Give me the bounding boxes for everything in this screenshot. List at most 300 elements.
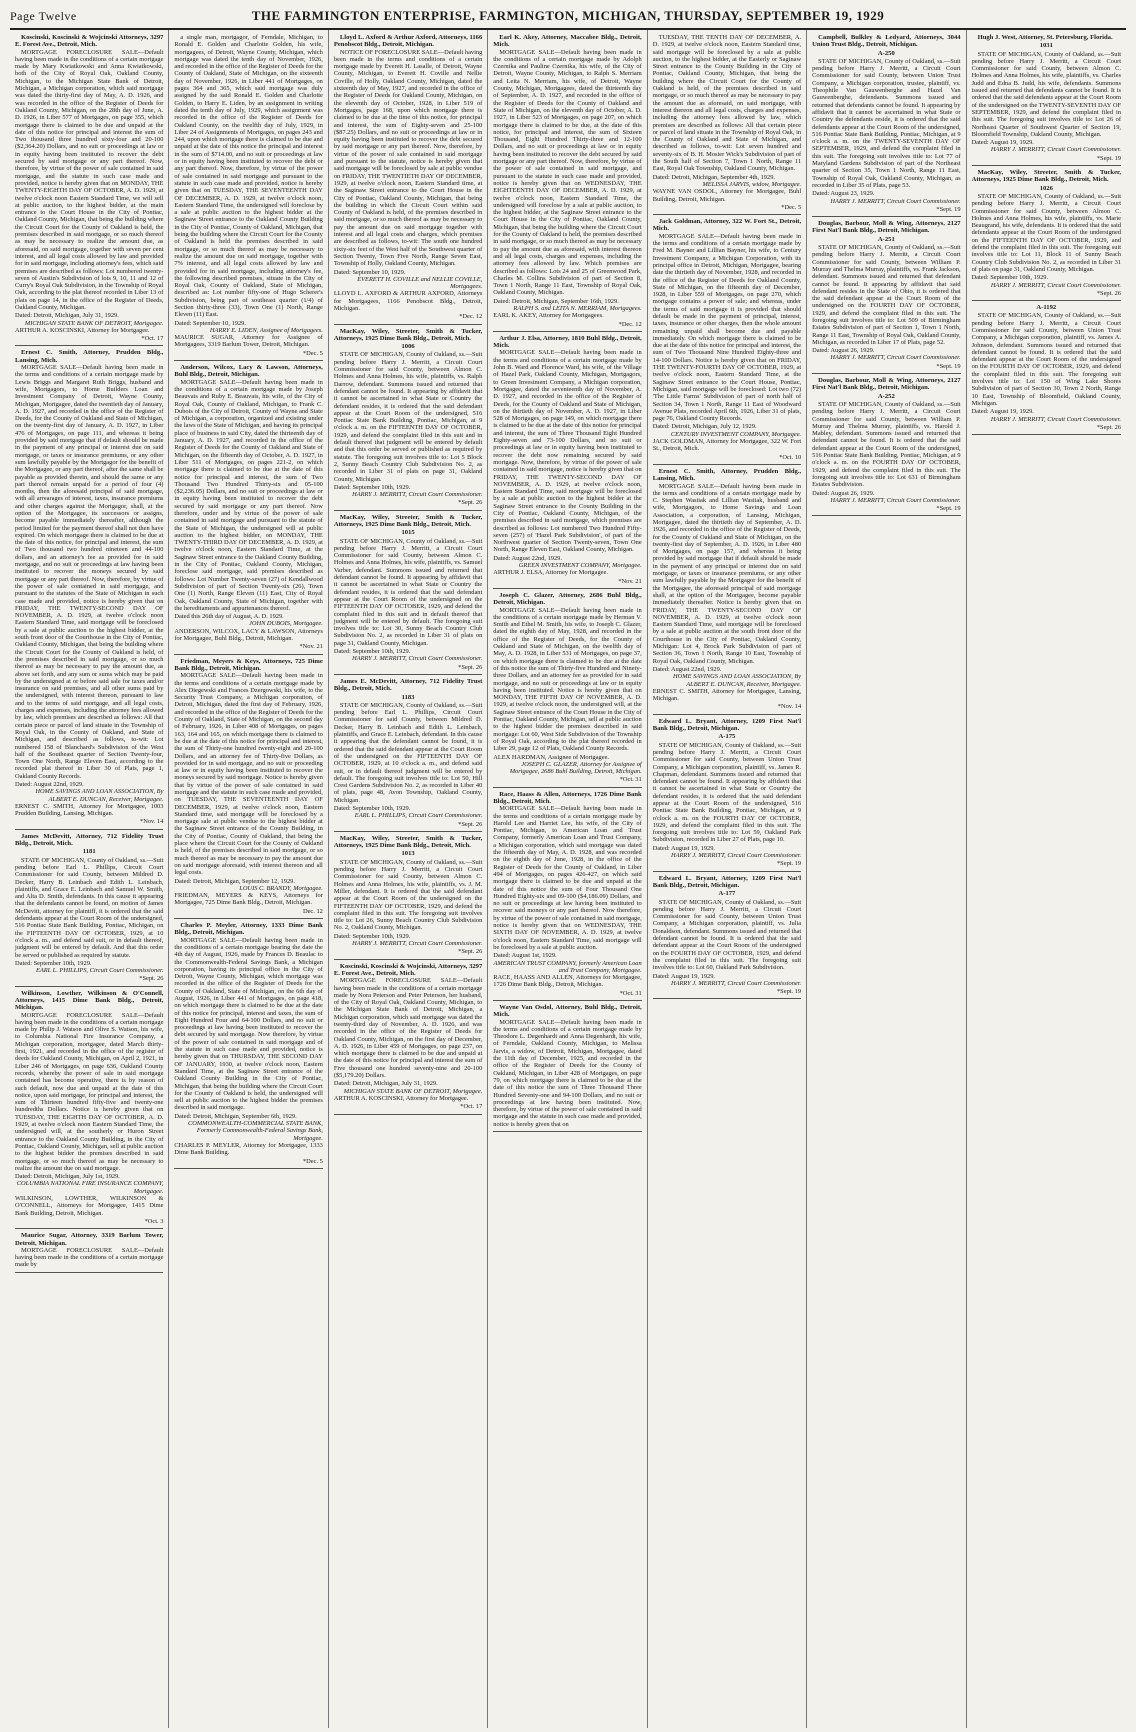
signature-line: Dated: September 10th, 1929. (15, 959, 92, 967)
signature-line: HARRY J. MERRITT, Circuit Court Commissioner. (670, 852, 802, 860)
legal-notice (15, 349, 163, 825)
signature-line: Dated: August 22nd, 1929. (15, 780, 84, 788)
publication-date: *Sept. 19 (776, 988, 802, 996)
signature-line: Dated: Detroit, Michigan, July 31, 1929. (333, 1080, 438, 1088)
notice-footer (493, 990, 641, 997)
publication-date: *Oct. 31 (619, 776, 642, 784)
notice-body: STATE OF MICHIGAN, County of Oakland, ss.—Suit pending before Harry J. Merritt, a Circuit Court Commissioner for said County, between Almon C. Holmes and Anna Holmes, his wife, plaintiffs, vs. Marie Beaugrand, his wife, defendants. It is ordered that the said defendants appear at the Court Room of the undersigned on the FIFTEENTH DAY OF OCTOBER, 1929, and defend the complaint filed in this suit. The foregoing suit involves title to: Lot 11, Block 11 of Sunny Beach Country Club Subdivision No. 2, as recorded in Liber 31 of plats on page 31, Oakland County, Michigan. (971, 192, 1121, 273)
notice-divider (15, 345, 163, 346)
notice-divider (334, 831, 482, 832)
notice-heading: Arthur J. Elsa, Attorney, 1810 Buhl Bldg., Detroit, Mich. (493, 334, 642, 350)
signature-line: ERNEST C. SMITH, Attorney for Mortgagee, Lansing, Michigan. (652, 687, 802, 703)
notice-signature (334, 1080, 482, 1102)
notice-body: STATE OF MICHIGAN, County of Oakland, ss.—Suit pending before Harry J. Merritt, a Circuit Court Commissioner for said County, between Union Trust Company, a Michigan corporation, plaintiff, vs. Julia Donaldson, defendant. Summons issued and returned that defendant cannot be found. It is ordered that the said defendant appear at the Court Room of the undersigned on the FOURTH DAY OF OCTOBER, 1929, and defend the complaint filed in this suit. The foregoing suit involves title to: Lot 60, Oakland Park Subdivision. (652, 898, 802, 972)
signature-line: Dated: September 10th, 1929. (333, 804, 411, 812)
notice-signature (812, 190, 960, 205)
legal-notice (174, 658, 322, 915)
notice-heading: Hugh J. West, Attorney, St. Petersburg, Florida. (977, 34, 1113, 41)
notice-heading: Douglas, Barbour, Moll & Wing, Attorneys, 2127 First Nat'l Bank Bldg., Detroit, Michigan. (812, 377, 961, 392)
notice-signature (334, 269, 482, 313)
signature-line: Dated: Detroit, Michigan, July 31, 1929. (15, 312, 119, 320)
notice-divider (653, 464, 801, 465)
notice-case-number: 1181 (82, 848, 96, 856)
notice-body: MORTGAGE SALE—Default having been made in the terms and conditions of a certain mortgage made by Theodore L. Degenhardt and Anna Degenhardt, his wife, of Ferndale, Oakland County, Michigan, to Melissa Jarvis, a widow, of Detroit, Michigan, Mortgagee, dated the 11th day of December, 1925, and recorded in the office of the Register of Deeds for the County of Oakland, Michigan, in Liber 428 of Mortgages, on page 79, on which mortgage there is claimed to be due at the date of this notice the sum of Three Thousand Three Hundred Seventy-one and 94-100 Dollars, and no suit or proceedings at law having been instituted. Now, therefore, by virtue of the power of sale contained in said mortgage and the statute in such case made and provided, notice is hereby given that on (493, 1018, 642, 1128)
signature-line: HARRY J. MERRITT, Circuit Court Commissioner. (830, 197, 961, 205)
signature-line: Dated: Detroit, Michigan, September 4th, 1929. (652, 173, 775, 181)
notice-heading: MacKay, Wiley, Streeter, Smith & Tucker, Attorneys, 1925 Dime Bank Bldg., Detroit, Mich. (333, 327, 483, 342)
signature-line: Dated: September 10th, 1929. (971, 274, 1049, 282)
notice-footer (334, 821, 482, 828)
notice-heading: Ernest C. Smith, Attorney, Prudden Bldg., Lansing, Mich. (652, 467, 802, 483)
column-6 (807, 30, 966, 1728)
publication-date: *Sept. 19 (936, 205, 961, 213)
publication-date: *Nov. 14 (777, 703, 802, 711)
notice-divider (653, 871, 801, 872)
notice-case-number: A-251 (877, 235, 895, 243)
notice-divider (812, 515, 960, 516)
notice-divider (174, 1168, 322, 1169)
notice-divider (972, 165, 1121, 166)
publication-date: *Sept. 26 (139, 975, 164, 983)
publication-date: *Sept. 26 (1096, 289, 1121, 297)
notice-divider (493, 588, 641, 589)
legal-notice (334, 514, 482, 671)
notice-footer (334, 948, 482, 955)
notice-heading: MacKay, Wiley, Streeter, Smith & Tucker, Attorneys, 1925 Dime Bank Bldg., Detroit, Mich. (333, 513, 483, 528)
notice-signature (653, 666, 801, 702)
signature-line: CENTURY INVESTMENT COMPANY, Mortgagee. (670, 430, 802, 438)
notice-footer (653, 703, 801, 710)
notice-divider (653, 998, 801, 999)
notice-body: a single man, mortgagor, of Ferndale, Michigan, to Ronald E. Golden and Charlotte Golden, his wife, mortgagees, of Detroit, Wayne County, Michigan, which mortgage was dated the tenth day of November, 1926, and recorded in the office of the Register of Deeds for the County of Oakland, State of Michigan, on the sixteenth day of November, 1926, in Liber 441 of Mortgages, on pages 364 and 365, which said mortgage was duly assigned by the said Ronald E. Golden and Charlotte Golden, to Harry E. Liden, by an assignment in writing dated the tenth day of July, 1929, which assignment was recorded in the office of the Register of Deeds for Oakland County, on the twelfth day of July, 1929, in Liber 24 of Assignments of Mortgages, on pages 243 and 244, upon which mortgage there is claimed to be due and unpaid at the date of this notice the principal and interest in the sum of $714.00, and no suit or proceedings at law or in equity having been instituted to recover the debt or any part thereof. Now, therefore, by virtue of the power of sale contained in said mortgage and pursuant to the statute in such case made and provided, notice is hereby given that on TUESDAY, THE SEVENTEENTH DAY OF DECEMBER, A. D. 1929, at twelve o'clock noon, Eastern Standard Time, the undersigned will foreclose by a sale at public auction to the highest bidder at the Saginaw Street entrance to the Oakland County Building in the City of Pontiac, County of Oakland, Michigan, that being the building where the Circuit Court for the County of Oakland is held the premises described in said mortgage, or so much thereof as may be necessary to realize the amount due on said mortgage, together with 7% interest, and all legal costs allowed by law and provided for in said mortgage, including attorney's fee, the following described premises, situate in the City of Royal Oak, County of Oakland, State of Michigan, described as: Lot number fifty-one of Hugo Scherer's Subdivision, being part of southeast quarter (1/4) of Section thirty-three (33), Town One (1) North, Range Eleven (11) East. (174, 34, 323, 319)
notice-body: NOTICE OF FORECLOSURE SALE—Default having been made in the terms and conditions of a certain mortgage made by Everett H. Lasalle, of Detroit, Wayne County, Michigan, to Everett H. Coville and Nellie Coville, of Holly, Oakland County, Michigan, dated the sixteenth day of May, 1927, and recorded in the office of the Register of Deeds for Oakland County, Michigan, on the eleventh day of October, 1928, in Liber 519 of Mortgages, page 168, upon which mortgage there is claimed to be due at the time of this notice, for principal and interest, the sum of Eighty-seven and 25-100 ($87.25) Dollars, and no suit or proceedings at law or in equity having been instituted to recover the debt secured by said mortgage or any part thereof. Now, therefore, by virtue of the power of sale contained in said mortgage and pursuant to the statute, notice is hereby given that said mortgage will be foreclosed by sale at public vendue on FRIDAY, THE TWENTIETH DAY OF DECEMBER, 1929, at twelve o'clock noon, Eastern Standard time, at the Saginaw Street entrance to the Court House in the City of Pontiac, Oakland County, Michigan, that being the building in which the Circuit Court within said County of Oakland is held, of the premises described in said mortgage, or so much thereof as may be necessary to pay the amount due on said mortgage together with interest and all legal costs and charges, which premises are described as follows, to-wit: The south one hundred sixty-six feet of the West half of the Southwest quarter of Section Twenty, Town Five North, Range Seven East, Township of Holly, Oakland County, Michigan. (333, 48, 483, 268)
signature-line: Dated: August 1st, 1929. (493, 952, 557, 960)
notice-heading: Edward L. Bryant, Attorney, 1209 First Nat'l Bank Bldg., Detroit, Michigan. (652, 717, 802, 733)
signature-line: EARL L. PHILLIPS, Circuit Court Commissioner. (354, 812, 483, 820)
notice-signature (972, 408, 1121, 423)
notice-divider (334, 959, 482, 960)
publication-date: *Oct. 3 (144, 1217, 164, 1225)
notice-signature (334, 648, 482, 663)
notice-heading: Friedman, Meyers & Keys, Attorneys, 725 Dime Bank Bldg., Detroit, Michigan. (174, 657, 323, 672)
signature-line: HARRY J. MERRITT, Circuit Court Commissioner. (990, 415, 1121, 423)
legal-notice (653, 218, 801, 461)
notice-heading: Koscinski, Koscinski & Wojcinski, Attorneys, 3297 E. Forest Ave., Detroit, Mich. (333, 962, 483, 977)
notice-footer (812, 206, 960, 213)
notice-signature (653, 973, 801, 988)
notice-signature (972, 139, 1121, 154)
signature-line: Dated: September 10, 1929. (333, 268, 406, 276)
notice-footer (653, 860, 801, 867)
signature-line: Dated: Detroit, Michigan, September 16th, 1929. (493, 297, 619, 305)
signature-line: ARTHUR A. KOSCINSKI, Attorney for Mortgagee. (15, 326, 150, 334)
notice-footer (174, 1158, 322, 1165)
publication-date: *Sept. 19 (776, 860, 802, 868)
legal-notice (174, 364, 322, 651)
signature-line: HARRY J. MERRITT, Circuit Court Commissioner. (990, 146, 1121, 154)
legal-notice (812, 34, 960, 213)
notice-signature (15, 960, 163, 975)
publication-date: *Sept. 19 (936, 362, 961, 370)
signature-line: WILKINSON, LOWTHER, WILKINSON & O'CONNELL, Attorneys for Mortgagee, 1415 Dime Bank Building, Detroit, Michigan. (15, 1195, 164, 1217)
signature-line: MAURICE SUGAR, Attorney for Assignee of Mortgagees, 3319 Barlum Tower, Detroit, Michigan. (174, 334, 323, 349)
notice-divider (493, 331, 641, 332)
publication-date: *Sept. 26 (458, 499, 483, 507)
notice-footer (972, 424, 1121, 431)
signature-line: Dated: August 26, 1929. (812, 347, 875, 355)
legal-notice (493, 592, 641, 784)
signature-line: HARRY J. MERRITT, Circuit Court Commissioner. (830, 354, 961, 362)
notice-body: STATE OF MICHIGAN, County of Oakland, ss.—Suit pending before Harry J. Merritt, a Circuit Court Commissioner for said County, between Union Trust Company, a Michigan corporation, plaintiff, vs. James A. Johnson, defendant. Summons issued and returned that defendant cannot be found. It is ordered that the said defendant appear at the Court Room of the undersigned on the FOURTH DAY OF OCTOBER, 1929, and defend the complaint filed in this suit. The foregoing suit involves title to: Lot 150 of Wing Lake Shores Subdivision of part of Section 30, Town 2 North, Range 10 East, Township of Bloomfield, Oakland County, Michigan. (971, 312, 1121, 407)
notice-body: MORTGAGE SALE—Default having been made in the terms and conditions of a certain mortgage made by John B. Ward and Florence Ward, his wife, of the Village of Hazel Park, Oakland County, Michigan, Mortgagors, to Green Investment Company, a Michigan corporation, Mortgagee, dated the seventeenth day of November, A. D. 1927, and recorded in the office of the Register of Deeds, for the County of Oakland and State of Michigan, on the thirtieth day of November, A. D. 1927, in Liber 528 of Mortgages, on page 149, on which mortgage there is claimed to be due at the date of this notice for principal and interest, the sum of Three Thousand Eight Hundred Eighty-seven and 73-100 Dollars, and no suit or proceedings at law or in equity having been instituted to recover the debt now remaining secured by said mortgage. Now, therefore, by virtue of the power of sale contained in said mortgage, notice is hereby given that on FRIDAY, THE TWENTY-SECOND DAY OF NOVEMBER, A. D. 1929, at twelve o'clock noon, Eastern Standard Time, said mortgage will be foreclosed by a sale at public auction to the highest bidder at the Saginaw Street entrance to the County Building in the City of Pontiac, Oakland County, Michigan, of the premises described in said mortgage, which premises are described as follows: Lot numbered Two Hundred Fifty-seven (257) of 'Hazel Park Subdivision', of part of the Northwest quarter of Section Twenty-seven, Town One North, Range Eleven East, Oakland County, Michigan. (493, 349, 642, 554)
legal-notice (334, 963, 482, 1111)
signature-line: Dated: August 22nd, 1929. (493, 554, 562, 562)
signature-line: HOME SAVINGS AND LOAN ASSOCIATION, By ALBERT E. DUNCAN, Receiver, Mortgagee. (673, 673, 802, 688)
legal-notice (653, 875, 801, 996)
notice-footer (334, 664, 482, 671)
notice-case-number: 1015 (401, 529, 415, 537)
publication-date: *Oct. 17 (141, 335, 164, 343)
notice-signature (174, 878, 322, 907)
signature-line: HARRY J. MERRITT, Circuit Court Commissioner. (352, 655, 483, 663)
notice-footer (174, 643, 322, 650)
notice-heading: James McDevitt, Attorney, 712 Fidelity Trust Bldg., Detroit, Mich. (15, 832, 164, 848)
signature-line: MICHIGAN STATE BANK OF DETROIT, Mortgagee. (343, 1087, 483, 1095)
notice-divider (812, 373, 960, 374)
publication-date: *Dec. 12 (459, 313, 483, 321)
masthead (10, 6, 1126, 30)
notice-case-number: 1006 (401, 343, 415, 351)
notice-body: STATE OF MICHIGAN, County of Oakland, ss.—Suit pending before Harry J. Merritt, a Circuit Court Commissioner for said County, between Almon C. Holmes and Anna Holmes, his wife, plaintiffs, vs. Ralph Darrow, defendant. Summons issued and returned that defendant cannot be found. It appearing by affidavit that it cannot be ascertained in what State or Country the defendant resides, it is ordered that the said defendant appear at the Court Room of the undersigned, 516 Pontiac State Bank Building, Pontiac, Michigan, at 9 o'clock a. m. on the FIFTEENTH DAY OF OCTOBER, 1929, and defend the complaint filed in this suit and in default thereof that judgment will be entered by default and that this order be served or published as required by statute. The foregoing suit involves title to: Lot 5 Block 2, Sunny Beach Country Club Subdivision No. 2, as recorded in Liber 31 of plats on page 31, Oakland County, Michigan. (333, 351, 483, 483)
signature-line: ALEX HARDMAN, Assignee of Mortgagee. (493, 753, 610, 761)
signature-line: EARL L. PHILLIPS, Circuit Court Commissioner. (35, 967, 164, 975)
notice-signature (493, 754, 641, 776)
legal-notice (493, 1004, 641, 1128)
notice-signature (493, 555, 641, 577)
notice-footer (334, 499, 482, 506)
signature-line: EARL K. AKEY, Attorney for Mortgagees. (493, 312, 604, 320)
legal-notice (653, 718, 801, 868)
notice-case-number: A-1192 (1036, 304, 1057, 312)
signature-line: FRIEDMAN, MEYERS & KEYS, Attorneys for Mortgagee, 725 Dime Bank Bldg., Detroit, Michigan. (174, 892, 323, 907)
notice-case-number: 1183 (401, 693, 415, 701)
notice-signature (653, 845, 801, 860)
notice-footer (812, 505, 960, 512)
notice-body: MORTGAGE SALE—Default having been made in the terms and conditions of a certain mortgage made by Lewis Briggs and Margaret Ruth Briggs, husband and wife, Mortgagors, to Home Builders Loan and Investment Company of Detroit, Wayne County, Michigan, Mortgagee, dated the twentieth day of January, A. D. 1927, and recorded in the office of the Register of Deeds, for the County of Oakland and State of Michigan, on the twenty-first day of January, A. D. 1927, in Liber 476 of Mortgages, on page 111, and whereas it being provided by said mortgage that if default should be made in the payment of any principal or interest due on said mortgage, or taxes or insurance premiums, or any other sum lawfully payable by the Mortgagor for the benefit of the Mortgagee, or any part thereof, after the same shall be payable as provided therein, and should the same or any part thereof remain unpaid for a period of four (4) months, then the aforesaid principal of said mortgage, with all arrearages of interest, taxes, insurance premiums and other charges against the Mortgagor, shall, at the option of the Mortgagee, its successors or assigns, become payable immediately thereafter, although the period limited for the payment thereof shall not then have expired. On which mortgage there is claimed to be due at the date of this notice, for principal and interest, the sum of Two thousand two hundred nineteen and 44-100 dollars, and an attorney's fee as provided for in said mortgage, and no suit or proceedings at law having been instituted to recover the moneys secured by said mortgage or any part thereof. Now, therefore, by virtue of the power of sale contained in said mortgage, and pursuant to the statutes of the State of Michigan in such case made and provided, notice is hereby given that on FRIDAY, THE TWENTY-SECOND DAY OF NOVEMBER, A. D. 1929, at twelve o'clock noon Eastern Standard Time, said mortgage will be foreclosed by a sale at public auction to the highest bidder, at the south front door of the Courthouse in the City of Pontiac, Oakland County, Michigan, that being the building where the Circuit Court for the County of Oakland is held, of the premises described in said mortgage, or so much thereof as may be necessary to pay the amount due, as above set forth, and any sum or sums which may be paid by the undersigned at or before said sale for taxes and/or insurance on said premises, and all other sums paid by the undersigned, with interest thereon, pursuant to law and to the terms of said mortgage, and all legal costs, charges and expenses, including the attorney fees allowed by law, which premises are described as follows: All that certain piece or parcel of land situate in the Township of Royal Oak, in the County of Oakland, and State of Michigan, and described as follows, to-wit: Lot numbered 158 of Blanchard's Subdivision of the West half of the Southeast quarter of Section Twenty-four, Town One North, Range Eleven East, according to the recorded plat thereof in Liber 30 of Plats, page 1, Oakland County Records. (15, 364, 164, 780)
notice-footer (493, 776, 641, 783)
notice-divider (15, 1272, 163, 1273)
notice-footer (972, 290, 1121, 297)
signature-line: JACK GOLDMAN, Attorney for Mortgagee, 322 W. Fort St., Detroit, Mich. (652, 438, 802, 453)
signature-line: Dated: Detroit, Michigan, July 1st, 1929. (15, 1173, 120, 1181)
notice-heading: James E. McDevitt, Attorney, 712 Fidelity Trust Bldg., Detroit, Mich. (333, 677, 483, 693)
notice-footer (174, 350, 322, 357)
notice-signature (174, 613, 322, 642)
notice-body: STATE OF MICHIGAN, County of Oakland, ss.—Suit pending before Harry J. Merritt, a Circuit Court Commissioner for said County, between Union Trust Company, a Michigan corporation, trustee, plaintiff, vs. Theophile Van Gauwenberghe and Hazel Van Gauwenberghe, defendants. Summons issued and returned that defendants cannot be found. It appearing by affidavit that it cannot be ascertained in what State or Country the defendants reside, it is ordered that the said defendants appear at the Court Room of the undersigned, 516 Pontiac State Bank Building, Pontiac, Michigan, at 9 o'clock a. m. on the TWENTY-SEVENTH DAY OF SEPTEMBER, 1929, and defend the complaint filed in this suit. The foregoing suit involves title to: Lot 77 of Maryland Gardens Subdivision of part of the Northeast quarter of Section 35, Town 1 North, Range 11 East, Township of Royal Oak, Oakland County, Michigan, as recorded in Liber 35 of Plats, page 53. (812, 57, 961, 189)
notice-footer (972, 155, 1121, 162)
signature-line: Dated: August 23, 1929. (812, 190, 875, 198)
notice-heading: Jack Goldman, Attorney, 322 W. Fort St., Detroit, Mich. (652, 218, 802, 233)
notice-divider (653, 714, 801, 715)
legal-notice (653, 34, 801, 211)
signature-line: Dated: August 26, 1929. (812, 489, 875, 497)
notice-divider (972, 300, 1121, 301)
notice-footer (493, 321, 641, 328)
legal-notice (653, 468, 801, 711)
notice-body: STATE OF MICHIGAN, County of Oakland, ss.—Suit pending before Harry J. Merritt, a Circuit Court Commissioner for said County, between Union Trust Company, a Michigan corporation, plaintiff, vs. James R. Chapman, defendant. Summons issued and returned that defendant cannot be found. It appearing by affidavit that it cannot be ascertained in what State or Country the defendant resides, it is ordered that the said defendant appear at the Court Room of the undersigned, 516 Pontiac State Bank Building, Pontiac, Michigan, at 9 o'clock a. m. on the FOURTH DAY OF OCTOBER, 1929, and defend the complaint filed in this suit. The foregoing suit involves title to: Lot 59, Oakland Park Subdivision, recorded in Liber 27 of Plats, page 10. (652, 741, 802, 844)
legal-notice (334, 835, 482, 956)
legal-notice (15, 34, 163, 342)
notice-body: MORTGAGE SALE—Default having been made in the conditions of a certain mortgage made by Joseph Beauvais and Ruby E. Beauvais, his wife, of the City of Royal Oak, County of Oakland, Michigan, to Frank C. Dubois of the City of Detroit, County of Wayne and State of Michigan, a corporation, organized and existing under the laws of the State of Michigan, and having its principal place of business in said City, dated the thirteenth day of January, A. D. 1927, and recorded in the office of the Register of Deeds for the County of Oakland and State of Michigan, on the fifteenth day of October, A. D. 1927, in Liber 511 of Mortgages, on pages 221-2, on which mortgage there is claimed to be due at the date of this notice for principal and interest, the sum of Two Thousand Two Hundred Thirty-six and 05-100 ($2,236.05) Dollars, and no suit or proceedings at law or in equity having been instituted to recover the debt secured by said mortgage or any part thereof. Now therefore, under and by virtue of the power of sale contained in said mortgage and pursuant to the statute of the State of Michigan, the undersigned will at public auction to the highest bidder, on MONDAY, THE TWENTY-THIRD DAY OF DECEMBER, A. D. 1929, at twelve o'clock noon, Eastern Standard Time, at the Saginaw Street entrance to the Oakland County Building, in the City of Pontiac, Oakland County, Michigan, foreclose said mortgage, said premises described as follows: Lot Number Twenty-seven (27) of Kendallwood Subdivision of part of Section Twenty-six (26), Town One (1) North, Range Eleven (11) East, City of Royal Oak, Oakland County, State of Michigan, together with the hereditaments and appurtenances thereof. (174, 378, 323, 612)
page-number: Page Twelve (10, 9, 77, 23)
legal-notice (972, 304, 1121, 431)
notice-heading: Edward L. Bryant, Attorney, 1209 First Nat'l Bank Bldg., Detroit, Michigan. (652, 874, 802, 889)
notice-body: MORTGAGE SALE—Default having been made in the conditions of a certain mortgage made by Herman V. Smith and Ethel M. Smith, his wife, to Joseph C. Glazer, dated the eighth day of May, 1928, and recorded in the office of the Register of Deeds, for the County of Oakland and State of Michigan, on the twelfth day of May, A. D. 1928, in Liber 531 of Mortgages, on page 37, on which mortgage there is claimed to be due at the date of this notice the sum of Thirty-five Hundred and Ninety-three Dollars, and an attorney fee as provided for in said mortgage, and no suit or proceedings at law or in equity having been instituted. Notice is hereby given that on MONDAY, THE FIFTH DAY OF NOVEMBER, A. D. 1929, at twelve o'clock noon, the undersigned will, at the Saginaw Street entrance of the Court House in the City of Pontiac, Oakland County, Michigan, sell at public auction to the highest bidder the premises described in said mortgage: Lot 60, West Side Subdivision of the Township of Royal Oak, according to the plat thereof recorded in Liber 29, page 12 of Plats, Oakland County Records. (493, 606, 642, 753)
publication-date: *Nov. 14 (140, 818, 164, 826)
notice-body: MORTGAGE FORECLOSURE SALE—Default having been made in the conditions of a certain mortgage made by Nora Peterson and Peter Peterson, her husband, of the City of Royal Oak, Oakland County, Michigan, to the Michigan State Bank of Detroit, Michigan, a Michigan corporation, which said mortgage was dated the twenty-third day of November, A. D. 1926, and was recorded in the office of the Register of Deeds for Oakland County, Michigan, on the first day of December, A. D. 1926, in Liber 459 of Mortgages, on page 237, on which mortgage there is claimed to be due and unpaid at the date of this notice for principal and interest the sum of Five thousand one hundred seventy-nine and 20-100 ($5,179.20) Dollars. (333, 977, 483, 1080)
signature-line: ERNEST C. SMITH, Attorney for Mortgagee, 1003 Prudden Building, Lansing, Michigan. (15, 802, 164, 818)
notice-body: MORTGAGE SALE—Default having been made in the terms and conditions of a certain mortgage made by Harold Lee and Harriet Lee, his wife, of the City of Pontiac, Michigan, to American Loan and Trust Company, formerly American Loan and Trust Company, a Michigan corporation, which said mortgage was dated the fifteenth day of May, A. D. 1928, and was recorded on the eighth day of June, 1928, in the office of the Register of Deeds for the County of Oakland, in Liber 494 of Mortgages, on pages 426-427, on which said mortgage there is claimed to be due and unpaid at the date of this notice the sum of Four Thousand One Hundred Eighty-six and 09-100 ($4,186.09) Dollars, and no suit or proceedings at law having been instituted to recover said moneys or any part thereof. Now therefore, by virtue of the power of sale contained in said mortgage, notice is hereby given that on WEDNESDAY, THE SIXTH DAY OF NOVEMBER, A. D. 1929, at twelve o'clock noon, Eastern Standard Time, said mortgage will be foreclosed by a sale at public auction. (493, 805, 642, 951)
notice-heading: Maurice Sugar, Attorney, 3319 Barlum Tower, Detroit, Michigan. (15, 1232, 164, 1247)
signature-line: JOHN DUBOIS, Mortgagee. (249, 620, 323, 628)
signature-line: ARTHUR J. ELSA, Attorney for Mortgagee. (493, 569, 608, 577)
notice-body: STATE OF MICHIGAN, County of Oakland, ss.—Suit pending before Harry J. Merritt, a Circuit Court Commissioner for said County, between Almon C. Holmes and Anna Holmes, his wife, plaintiffs, vs. Charles Judd and Edna B. Judd, his wife, defendants. Summons issued and returned that defendants cannot be found. It is ordered that the said defendants appear at the Court Room of the undersigned on the TWENTY-SEVENTH DAY OF SEPTEMBER, 1929, and defend the complaint filed in this suit. The foregoing suit involves title to: Lot 26 of Northeast Quarter of Southwest Quarter of Section 19, Bloomfield Township, Oakland County, Michigan. (971, 50, 1121, 138)
notice-divider (334, 324, 482, 325)
signature-line: MICHIGAN STATE BANK OF DETROIT, Mortgagee. (24, 319, 164, 327)
notice-signature (653, 174, 801, 203)
signature-line: Dated: August 19, 1929. (971, 408, 1034, 416)
legal-notice (493, 791, 641, 997)
signature-line: Dated this 26th day of August, A. D. 1929. (174, 613, 284, 621)
notice-body: TUESDAY, THE TENTH DAY OF DECEMBER, A. D. 1929, at twelve o'clock noon, Eastern Standard time, said mortgage will be foreclosed by a sale at public auction, to the highest bidder, at the Easterly or Saginaw Street entrance to the County Building in the City of Pontiac, Oakland County, Michigan, that being the building where the Circuit Court for the County of Oakland is held, of the premises described in said mortgage, or so much thereof as may be necessary to pay the amount due as aforesaid, on said mortgage, with interest thereon and all legal costs, charges and expenses, including the attorney fees allowed by law, which premises are described as follows: All that certain piece or parcel of land situate in the Township of Royal Oak, in the County of Oakland and State of Michigan, and described as follows, to-wit: Lot seven hundred and seventy-six of B. H. Mosier Wick's Subdivision of part of the South half of Section 7, Town 1 North, Range 11 East, Royal Oak Township, Oakland County, Michigan. (652, 34, 802, 173)
notice-heading: Wayne Van Osdol, Attorney, Buhl Bldg., Detroit, Mich. (493, 1004, 642, 1019)
notice-signature (493, 298, 641, 320)
notice-heading: Ernest C. Smith, Attorney, Prudden Bldg., Lansing, Mich. (15, 349, 164, 364)
signature-line: JOSEPH C. GLAZER, Attorney for Assignee of Mortgagee, 2686 Buhl Building, Detroit, Michigan. (509, 760, 642, 776)
legal-notice (493, 34, 641, 328)
signature-line: WAYNE VAN OSDOL, Attorney for Mortgagee, Buhl Building, Detroit, Michigan. (652, 188, 802, 203)
notice-footer (493, 578, 641, 585)
signature-line: Dated: August 19, 1929. (652, 972, 716, 980)
notice-signature (15, 1173, 163, 1217)
publication-date: *Dec. 5 (781, 203, 802, 211)
notice-divider (972, 434, 1121, 435)
notice-signature (334, 484, 482, 499)
notice-divider (15, 829, 163, 830)
signature-line: MELISSA JARVIS, widow, Mortgagee. (702, 180, 802, 188)
notice-body: MORTGAGE SALE—Default having been made in the conditions of a certain mortgage bearing the date the 4th day of August, 1926, made by Frances D. Beaulac to the Commonwealth-Federal Savings Bank, a Michigan corporation, having its principal office in the City of Detroit, Wayne County, Michigan, which mortgage was recorded in the office of the Register of Deeds for the County of Oakland, State of Michigan, on the 6th day of August, 1926, in Liber 441 of Mortgages, on page 418, on which mortgage there is claimed to be due at the date of this notice for principal, interest and taxes, the sum of Eight Hundred Four and 64-100 Dollars, and no suit or proceedings at law having been instituted to recover the debt secured by said mortgage. Now therefore, by virtue of the power of sale contained in said mortgage and of the statute in such case made and provided, notice is hereby given that on THURSDAY, THE SECOND DAY OF JANUARY, 1930, at twelve o'clock noon, Eastern Standard Time, at the Saginaw Street entrance of the Oakland County Building in the City of Pontiac, Michigan, that being the building where the Circuit Court for the County of Oakland is held, the undersigned will sell at public auction to the highest bidder the premises described in said mortgage. (174, 936, 323, 1112)
notice-body: MORTGAGE SALE—Default having been made in the terms and conditions of a certain mortgage made by Alex Diegewski and Frances Dzergowski, his wife, to the Security Trust Company, a Michigan corporation, of Detroit, Michigan, dated the first day of February, 1926, and recorded in the office of the Register of Deeds for the County of Oakland, State of Michigan, on the second day of February, 1926, in Liber 408 of Mortgages, on pages 163, 164 and 165, on which mortgage there is claimed to be due at the date of this notice for principal and interest, the sum of Thirty-one hundred twenty-eight and 20-100 Dollars, and an attorney fee of Thirty-five Dollars, as provided for in said mortgage, and no suit or proceeding at law or in equity having been instituted to recover the moneys secured by said mortgage. Notice is hereby given that by virtue of the power of sale contained in said mortgage and the statute in such case made and provided, on TUESDAY, THE SEVENTEENTH DAY OF DECEMBER, 1929, at twelve o'clock noon, Eastern Standard time, said mortgage will be foreclosed by a mortgage sale at public vendue to the highest bidder at the Saginaw Street entrance of the County Building, in the City of Pontiac, County of Oakland, that being the place where the Circuit Court for the County of Oakland is held, of the premises described in said mortgage, or so much thereof as may be necessary to pay the amount due on said mortgage aforesaid, with interest thereon and all legal costs. (174, 672, 323, 877)
notice-divider (15, 1228, 163, 1229)
notice-divider (653, 214, 801, 215)
publication-date: *Sept. 19 (1096, 154, 1121, 162)
notice-heading: Wilkinson, Lowther, Wilkinson & O'Connell, Attorneys, 1415 Dime Bank Bldg., Detroit, Michigan. (15, 989, 164, 1012)
notice-divider (812, 216, 960, 217)
notice-signature (15, 781, 163, 817)
notice-body: STATE OF MICHIGAN, County of Oakland, ss.—Suit pending before Harry J. Merritt, a Circuit Court Commissioner for said County, between Almon C. Holmes and Anna Holmes, his wife, plaintiffs, vs. Samuel Varber, defendant. Summons issued and returned that defendant cannot be found. It appearing by affidavit that it cannot be ascertained in what State or Country the defendant resides, it is ordered that the said defendant appear at the Court Room of the undersigned on the FIFTEENTH DAY OF OCTOBER, 1929, and defend the complaint filed in this suit and in default thereof that judgment will be entered by default. The foregoing suit involves title to: Lot 30, Sunny Beach Country Club Subdivision No. 2, as recorded in Liber 31 of plats on page 31, Oakland County, Michigan. (333, 537, 483, 647)
publication-date: *Dec. 12 (618, 320, 642, 328)
publication-date: *Sept. 26 (458, 663, 483, 671)
notice-heading: Lloyd L. Axford & Arthur Axford, Attorneys, 1166 Penobscot Bldg., Detroit, Michigan. (333, 34, 483, 49)
signature-line: HARRY J. MERRITT, Circuit Court Commissioner. (352, 940, 483, 948)
signature-line: CHARLES P. MEYLER, Attorney for Mortgagee, 1333 Dime Bank Building. (174, 1141, 323, 1157)
notice-body: MORTGAGE SALE—Default having been made in the terms and conditions of a certain mortgage made by Fred M. Bayner and Lillian Bayner, his wife, to Century Investment Company, a Michigan Corporation, with its principal office in Detroit, Michigan, Mortgagee, bearing date the thirtieth day of November, 1928, and recorded in the office of the Register of Deeds for Oakland County, State of Michigan, on the fifteenth day of December, 1928, in Liber 559 of Mortgages, on page 270, which mortgage contains a power of sale; and whereas, under the terms of said mortgage it is provided that should default be made in the payment of principal, interest, taxes, insurance or other charges, then the whole amount remaining unpaid shall become due and payable immediately. On which mortgage there is claimed to be due at the date of this notice for principal and interest, the sum of Two Thousand Nine Hundred Eighty-three and 14-100 Dollars. Notice is hereby given that on FRIDAY, THE TWENTY-FOURTH DAY OF OCTOBER, 1929, at twelve o'clock noon, Eastern Standard Time, at the Saginaw Street entrance to the Court House, Pontiac, Michigan, said mortgage will be foreclosed: Lot two (72) 'The Little Farms' Subdivision of part of north half of Section 34, Town 1 North, Range 11 East of Woodward Avenue Plats, recorded April 6th, 1926, Liber 31 of plats, page 76, Oakland County Records. (652, 232, 802, 423)
notice-divider (174, 918, 322, 919)
publication-date: *Oct. 31 (619, 989, 642, 997)
paper-title: THE FARMINGTON ENTERPRISE, FARMINGTON, MICHIGAN, THURSDAY, SEPTEMBER 19, 1929 (251, 8, 885, 23)
signature-line: HARRY J. MERRITT, Circuit Court Commissioner. (352, 491, 483, 499)
notice-signature (174, 320, 322, 349)
notice-case-number: A-252 (877, 392, 895, 400)
notice-case-number: 1026 (1039, 184, 1053, 192)
notice-footer (653, 988, 801, 995)
notice-case-number: A-177 (718, 890, 736, 898)
publication-date: *Sept. 26 (458, 820, 483, 828)
signature-line: Dated: September 10, 1929. (174, 319, 246, 327)
notice-body: MORTGAGE SALE—Default having been made in the conditions of a certain mortgage made by Adolph Czernika and Pauline Czernika, his wife, of the City of Detroit, Wayne County, Michigan, to Ralph S. Merriam and Leita N. Merriam, his wife, of Detroit, Wayne County, Michigan, Mortgagees, dated the thirteenth day of September, A. D. 1927, and recorded in the office of the Register of Deeds for the County of Oakland and State of Michigan, on the eleventh day of October, A. D. 1927, in Liber 523 of Mortgages, on page 207, on which mortgage there is claimed to be due, at the date of this notice, for principal and interest, the sum of Sixteen Thousand, Eight Hundred Thirty-three and 12-100 Dollars, and no suit or proceedings at law or in equity having been instituted to recover the debt secured by said mortgage or any part thereof. Now, therefore, by virtue of the power of sale contained in said mortgage, and pursuant to the statute in such case made and provided, notice is hereby given that on WEDNESDAY, THE EIGHTEENTH DAY OF DECEMBER, A. D. 1929, at twelve o'clock noon, Eastern Standard Time, the undersigned will foreclose by a sale at public auction, to the highest bidder, at the Saginaw Street entrance to the Court House in the City of Pontiac, Oakland County, Michigan, that being the building where the Circuit Court for the County of Oakland is held, the premises described in said mortgage, or so much thereof as may be necessary to pay the amount due as aforesaid, with interest thereon and all legal costs, charges and expenses, including the attorney fees allowed by law. Which premises are described as follows: Lots 24 and 25 of Greenwood Park, Charles M. Collins Subdivision of part of Section 8, Town 1 North, Range 11 East, Township of Royal Oak, Oakland County, Michigan. (493, 48, 642, 297)
notice-body: STATE OF MICHIGAN, County of Oakland, ss.—Suit pending before Harry J. Merritt, a Circuit Court Commissioner for said County, between William P. Murray and Thelma Murray, plaintiffs, vs. Harold J. Mabley, defendant. Summons issued and returned that defendant cannot be found. It is ordered that the said defendant appear at the Court Room of the undersigned, 516 Pontiac State Bank Building, Pontiac, Michigan, at 9 o'clock a. m. on the FOURTH DAY OF OCTOBER, 1929, and defend the complaint filed in this suit. The foregoing suit involves title to: Lot 631 of Birmingham Estates Subdivision. (812, 400, 961, 489)
notice-signature (334, 933, 482, 948)
publication-date: *Nov. 21 (299, 643, 323, 651)
notice-divider (174, 654, 322, 655)
notice-footer (812, 363, 960, 370)
notice-signature (653, 423, 801, 452)
notice-footer (15, 975, 163, 982)
notice-divider (493, 1131, 641, 1132)
signature-line: Dated: September 10th, 1929. (333, 648, 411, 656)
publication-date: *Sept. 26 (1096, 423, 1121, 431)
signature-line: COMMONWEALTH-COMMERCIAL STATE BANK, Formerly Commonwealth-Federal Savings Bank, Mortgagee. (187, 1120, 323, 1142)
legal-notice (15, 833, 163, 983)
signature-line: HOME SAVINGS AND LOAN ASSOCIATION, By ALBERT E. DUNCAN, Receiver, Mortgagee. (35, 788, 164, 803)
notice-signature (812, 490, 960, 505)
notice-footer (15, 818, 163, 825)
signature-line: HARRY J. MERRITT, Circuit Court Commissioner. (670, 979, 802, 987)
notice-divider (334, 1114, 482, 1115)
signature-line: RALPH S. and LEITA N. MERRIAM, Mortgagees. (513, 304, 642, 312)
signature-line: HARRY J. MERRITT, Circuit Court Commissioner. (990, 281, 1121, 289)
notice-heading: Charles P. Meyler, Attorney, 1333 Dime Bank Bldg., Detroit, Michigan. (174, 922, 323, 937)
notice-footer (15, 335, 163, 342)
column-5 (648, 30, 807, 1728)
notice-body: STATE OF MICHIGAN, County of Oakland, ss.—Suit pending before Harry J. Merritt, a Circuit Court Commissioner for said County, between Almon C. Holmes and Anna Holmes, his wife, plaintiffs, vs. J. M. Miller, defendant. It is ordered that the said defendant appear at the Court Room of the undersigned on the FIFTEENTH DAY OF OCTOBER, 1929, and defend the complaint filed in this suit. The foregoing suit involves title to: Lot 26, Sunny Beach Country Club Subdivision No. 2, Oakland County, Michigan. (333, 858, 483, 932)
signature-line: EVERETT H. COVILLE and NELLIE COVILLE, Mortgagees. (357, 275, 483, 291)
signature-line: LOUIS C. BRANDY, Mortgagee. (239, 884, 323, 892)
notice-heading: Anderson, Wilcox, Lacy & Lawson, Attorneys, Buhl Bldg., Detroit, Michigan. (174, 364, 323, 379)
notice-divider (493, 787, 641, 788)
notice-footer (334, 313, 482, 320)
notice-divider (174, 360, 322, 361)
notice-case-number: 1031 (1039, 42, 1053, 50)
column-4 (488, 30, 647, 1728)
column-7 (967, 30, 1126, 1728)
signature-line: Dated: August 19, 1929. (971, 139, 1034, 147)
notice-footer (174, 908, 322, 915)
notice-body: STATE OF MICHIGAN, County of Oakland, ss.—Suit pending before Earl L. Phillips, Circuit Court Commissioner for said County, between Mildred D. Decker, Harry B. Leinbach and Edith L. Leinbach, plaintiffs, and Grace E. Leinbach and Samuel W. Smith, and Alta D. Smith, defendants. In this cause it appearing that the defendants cannot be found, on motion of James McDevitt, attorney for plaintiff, it is ordered that the said defendants appear at the Court Room of the undersigned, 516 Pontiac State Bank Building, Pontiac, Michigan, on the FIFTEENTH DAY OF OCTOBER, 1929, at 10 o'clock a. m., and defend said suit, or in default thereof, judgment will be entered by default. And that this order be served or published as required by statute. (15, 856, 164, 959)
publication-date: *Oct. 10 (779, 453, 802, 461)
publication-date: *Dec. 5 (302, 349, 323, 357)
notice-case-number: A-175 (718, 733, 736, 741)
legal-notice (972, 34, 1121, 162)
notice-body: STATE OF MICHIGAN, County of Oakland, ss.—Suit pending before Earl L. Phillips, Circuit Court Commissioner for said County, between Mildred D. Decker, Harry B. Leinbach and Edith L. Leinbach, plaintiffs, and Grace E. Leinbach, defendant. In this cause it appearing that the defendant cannot be found, it is ordered that the said defendant appear at the Court Room of the undersigned on the FIFTEENTH DAY OF OCTOBER, 1929, at 10 o'clock a. m., and defend said suit, or in default thereof judgment will be entered by default. The foregoing suit involves title to: Lot 50, Hill Crest Gardens Subdivision No. 2, as recorded in Liber 40 of plats, page 48, Avon Township, Oakland County, Michigan. (333, 701, 483, 804)
notice-signature (174, 1113, 322, 1157)
publication-date: *Sept. 19 (936, 505, 961, 513)
signature-line: HARRY E. LIDEN, Assignee of Mortgagees. (209, 326, 323, 334)
signature-line: HARRY J. MERRITT, Circuit Court Commissioner. (830, 496, 961, 504)
notice-body: MORTGAGE FORECLOSURE SALE—Default having been made in the conditions of a certain mortgage made by Philip J. Watson and Olive S. Watson, his wife, to Columbia National Fire Insurance Company, a Michigan corporation, mortgagee, dated March thirty-first, 1921, and recorded in the office of the register of deeds for Oakland County, Michigan, on April 2, 1921, in Liber 246 of Mortgages, on page 636, Oakland County records, whereby the power of sale in said mortgage contained has become operative, there is by reason of such default, now due and unpaid at the date of this notice, upon said mortgage, for principal and interest, the sum of Thirteen hundred fifty-five and twenty-one hundredths Dollars. Notice is hereby given that on TUESDAY, THE EIGHTH DAY OF OCTOBER, A. D. 1929, at twelve o'clock noon Eastern Standard Time, the undersigned will, at the southerly or Huron Street entrance to the Oakland County Building, in the City of Pontiac, Oakland County, Michigan, sell at public auction to the highest bidder the premises described in said mortgage, or so much thereof as may be necessary to realize the amount due on said mortgage. (15, 1011, 164, 1172)
notice-divider (334, 674, 482, 675)
notice-case-number: A-250 (877, 49, 895, 57)
legal-notice (334, 34, 482, 321)
legal-notice (174, 922, 322, 1165)
signature-line: Dated: Detroit, Michigan, September 12, 1929. (174, 877, 295, 885)
notice-body: MORTGAGE FORECLOSURE SALE—Default having been made in the conditions of a certain mortgage made by (15, 1246, 164, 1269)
signature-line: Dated: September 10th, 1929. (333, 483, 411, 491)
notice-divider (15, 986, 163, 987)
notice-divider (493, 1000, 641, 1001)
signature-line: ARTHUR A. KOSCINSKI, Attorney for Mortgagee. (333, 1094, 469, 1102)
legal-notice (15, 990, 163, 1226)
notice-heading: Earl K. Akey, Attorney, Maccabee Bldg., Detroit, Mich. (493, 34, 642, 49)
publication-date: *Sept. 26 (458, 948, 483, 956)
notice-heading: Koscinski, Koscinski & Wojcinski Attorneys, 3297 E. Forest Ave., Detroit, Mich. (15, 34, 164, 49)
notice-signature (493, 952, 641, 988)
publication-date: *Nov. 21 (618, 577, 642, 585)
notice-footer (653, 204, 801, 211)
signature-line: Dated: August 22nd, 1929. (652, 665, 722, 673)
notice-heading: Douglas, Barbour, Moll & Wing, Attorneys, 2127 First Nat'l Bank Bldg., Detroit, Michigan. (812, 220, 961, 235)
column-3 (329, 30, 488, 1728)
signature-line: Dated: Detroit, Michigan, September 6th, 1929. (174, 1112, 297, 1120)
signature-line: LLOYD L. AXFORD & ARTHUR AXFORD, Attorneys for Mortgagees, 1166 Penobscot Bldg., Detroit, Michigan. (333, 290, 483, 312)
notice-heading: MacKay, Wiley, Streeter, Smith & Tucker, Attorneys, 1925 Dime Bank Bldg., Detroit, Mich. (971, 169, 1121, 184)
legal-notice (493, 335, 641, 585)
legal-notice (812, 377, 960, 512)
signature-line: AMERICAN TRUST COMPANY, formerly American Loan and Trust Company, Mortgagee. (493, 959, 642, 974)
notice-footer (334, 1103, 482, 1110)
notice-body: MORTGAGE FORECLOSURE SALE—Default having been made in the conditions of a certain mortgage made by Mary Kwiatkowski and Anna Kwiatkowski, both of the City of Royal Oak, Oakland County, Michigan, to the Michigan State Bank of Detroit, Michigan, a Michigan corporation, which said mortgage was dated the thirty-first day of May, A. D. 1926, and was recorded in the office of the Register of Deeds for Oakland County, Michigan, on the 28th day of June, A. D. 1926, in Liber 577 of Mortgages, on page 355, which mortgage there is claimed to be due and unpaid at the date of this notice for principal and interest the sum of Two thousand three hundred sixty-four and 20-100 ($2,364.20) Dollars, and no suit or proceedings at law or in equity having been instituted to recover the debt secured by said mortgage or any part thereof. Now, therefore, by virtue of the power of sale contained in said mortgage, and the statute in such case made and provided, notice is hereby given that on MONDAY, THE TWENTY-EIGHTH DAY OF OCTOBER, A. D. 1929, at twelve o'clock noon Eastern Standard Time, we will sell at public auction, to the highest bidder, at the main entrance to the Court House in the City of Pontiac, Oakland County, Michigan, that being the building where the Circuit Court for the County of Oakland is held, the premises described in said mortgage, or so much thereof as may be necessary to realize the amount due, as aforesaid, on said mortgage, together with seven per cent interest, and all legal costs allowed by law and provided for in said mortgage, including attorney's fees, which said premises are described as follows: Lot numbered twenty-seven of Austin's Subdivision of lots 9, 10, 11 and 12 of Curry's Royal Oak Subdivision, in the Township of Royal Oak, according to the plat thereof recorded in Liber 13 of plats on page 14, in the office of the Register of Deeds, Oakland County, Michigan. (15, 48, 164, 311)
legal-notice (15, 1232, 163, 1268)
signature-line: Dated: Detroit, Michigan, July 12, 1929. (652, 423, 757, 431)
legal-notice (174, 34, 322, 357)
notice-heading: MacKay, Wiley, Streeter, Smith & Tucker, Attorneys, 1925 Dime Bank Bldg., Detroit, Mich. (333, 834, 483, 850)
notice-signature (812, 347, 960, 362)
legal-notices-columns (10, 30, 1126, 1728)
column-1 (10, 30, 169, 1728)
notice-signature (972, 274, 1121, 289)
legal-notice (972, 169, 1121, 297)
legal-notice (334, 328, 482, 507)
notice-signature (334, 805, 482, 820)
notice-body: MORTGAGE SALE—Default having been made in the terms and conditions of a certain mortgage made by C. Stephen Wasiiak and Lillian Wasiiak, husband and wife, Mortgagors, to Home Savings and Loan Association, a corporation, of Lansing, Michigan, Mortgagee, dated the thirtieth day of September, A. D. 1926, and recorded in the office of the Register of Deeds, for the County of Oakland and State of Michigan, on the twenty-first day of September, A. D. 1926, in Liber 480 of Mortgages, on page 157, and whereas it being provided by said mortgage that if default should be made in the payment of any principal or interest due on said mortgage, or taxes or insurance premiums, or any other sum lawfully payable by the Mortgagor for the benefit of the Mortgagee, the aforesaid principal of said mortgage shall, at the option of the Mortgagee, become payable immediately thereafter. Notice is hereby given that on FRIDAY, THE TWENTY-SECOND DAY OF NOVEMBER, A. D. 1929, at twelve o'clock noon Eastern Standard Time, said mortgage will be foreclosed by a sale at public auction at the south front door of the Courthouse in the City of Pontiac, Oakland County, Michigan: Lot 4, Brock Park Subdivision of part of Section 36, Town 1 North, Range 10 East, Township of Royal Oak, Oakland County, Michigan. (652, 482, 802, 665)
notice-divider (334, 510, 482, 511)
signature-line: Dated: August 19, 1929. (652, 844, 716, 852)
legal-notice (334, 678, 482, 828)
notice-body: STATE OF MICHIGAN, County of Oakland, ss.—Suit pending before Harry J. Merritt, a Circuit Court Commissioner for said County, between William P. Murray and Thelma Murray, plaintiffs, vs. Frank Jackson, defendant. Summons issued and returned that defendant cannot be found. It appearing by affidavit that said defendant resides in the State of Ohio, it is ordered that the said defendant appear at the Court Room of the undersigned on the FOURTH DAY OF OCTOBER, 1929, and defend the complaint filed in this suit. The foregoing suit involves title to: Lot 509 of Birmingham Estates Subdivision of part of Section 1, Town 1 North, Range 11 East, Township of Royal Oak, Oakland County, Michigan, as recorded in Liber 17 of Plats, page 52. (812, 244, 961, 346)
signature-line: COLUMBIA NATIONAL FIRE INSURANCE COMPANY, Mortgagee. (16, 1180, 164, 1195)
notice-footer (653, 454, 801, 461)
signature-line: Dated: September 10th, 1929. (333, 932, 411, 940)
publication-date: Dec. 12 (302, 907, 323, 915)
publication-date: *Dec. 5 (302, 1157, 323, 1165)
signature-line: ANDERSON, WILCOX, LACY & LAWSON, Attorneys for Mortgagee, Buhl Bldg., Detroit, Michigan. (174, 627, 323, 643)
legal-notice (812, 220, 960, 370)
signature-line: RACE, HAASS AND ALLEN, Attorneys for Mortgagee, 1726 Dime Bank Bldg., Detroit, Michigan. (493, 974, 642, 989)
signature-line: GREEN INVESTMENT COMPANY, Mortgagee. (518, 562, 642, 570)
notice-signature (15, 312, 163, 334)
notice-case-number: 1013 (401, 850, 415, 858)
notice-heading: Joseph C. Glazer, Attorney, 2686 Buhl Bldg., Detroit, Michigan. (493, 591, 642, 607)
